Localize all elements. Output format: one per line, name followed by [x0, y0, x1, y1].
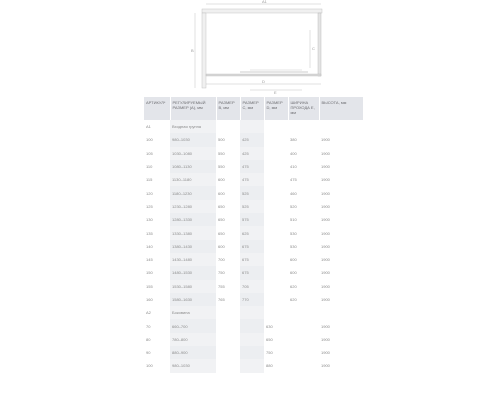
- table-cell-size-d: 880: [266, 363, 273, 369]
- column-header-size-b: РАЗМЕР B, мм: [216, 97, 240, 120]
- wall-left: [202, 13, 206, 88]
- column-header-article: АРТИКУЛ*: [144, 97, 170, 120]
- table-cell-height: 1900: [321, 363, 330, 369]
- table-cell-passage-width: 400: [290, 150, 297, 156]
- table-cell-article: 160: [146, 297, 153, 302]
- table-body: [144, 120, 363, 373]
- table-cell-passage-width: 620: [290, 283, 297, 289]
- table-cell-size-b: 600: [218, 177, 225, 183]
- table-cell-size-b: [216, 319, 240, 332]
- table-row: [144, 160, 363, 173]
- table-cell-adjustable-size: 1230–1280: [170, 200, 216, 213]
- table-cell-size-d: [264, 226, 288, 239]
- table-cell-adjustable-size: 1180–1230: [170, 186, 216, 199]
- table-cell-size-b: 650: [218, 217, 225, 223]
- table-cell-height: 1900: [321, 323, 330, 329]
- table-cell-height: [319, 120, 363, 133]
- table-cell-passage-width: [288, 319, 319, 332]
- table-cell-adjustable-size: 1430–1480: [170, 253, 216, 266]
- table-cell-height: 1900: [321, 283, 330, 289]
- table-cell-height: 1900: [321, 350, 330, 356]
- table-cell-passage-width: [288, 306, 319, 319]
- table-cell-size-b: 755: [218, 283, 225, 289]
- table-cell-adjustable-size: 980–1030: [170, 133, 216, 146]
- table-cell-height: 1900: [321, 257, 330, 263]
- table-cell-passage-width: [288, 333, 319, 346]
- table-cell-size-c: [240, 306, 264, 319]
- table-cell-size-d: [264, 160, 288, 173]
- table-cell-article: 90: [146, 350, 151, 356]
- table-cell-passage-width: 620: [290, 297, 297, 302]
- table-cell-article: 145: [146, 257, 153, 263]
- table-cell-size-b: 600: [218, 190, 225, 196]
- table-row: [144, 200, 363, 213]
- table-row: [144, 240, 363, 253]
- table-cell-adjustable-size: 1080–1130: [170, 160, 216, 173]
- table-cell-size-d: [264, 200, 288, 213]
- table-cell-height: 1900: [321, 164, 330, 170]
- table-cell-adjustable-size: Боковина: [170, 306, 216, 319]
- table-cell-size-d: [264, 306, 288, 319]
- table-cell-size-d: [264, 147, 288, 160]
- table-cell-passage-width: 520: [290, 203, 297, 209]
- table-cell-passage-width: [288, 359, 319, 372]
- dim-label-c: C: [312, 46, 315, 51]
- table-cell-passage-width: 600: [290, 257, 297, 263]
- table-cell-size-c: 675: [240, 253, 264, 266]
- table-cell-article: 70: [146, 323, 151, 329]
- table-header-row: [144, 97, 363, 120]
- table-cell-height: 1900: [321, 137, 330, 143]
- table-cell-article: 110: [146, 164, 153, 170]
- table-cell-size-d: 750: [266, 350, 273, 356]
- table-cell-size-c: 525: [240, 186, 264, 199]
- table-cell-passage-width: [288, 346, 319, 359]
- table-cell-size-d: 650: [266, 336, 273, 342]
- table-cell-size-d: [264, 280, 288, 293]
- table-cell-size-c: 625: [240, 226, 264, 239]
- table-cell-passage-width: [288, 120, 319, 133]
- table-row: [144, 253, 363, 266]
- table-cell-size-d: [264, 186, 288, 199]
- table-cell-size-d: [264, 120, 288, 133]
- table-cell-size-b: [216, 120, 240, 133]
- table-cell-size-c: 525: [240, 200, 264, 213]
- table-cell-size-c: 705: [240, 280, 264, 293]
- table-cell-adjustable-size: 880–900: [170, 346, 216, 359]
- table-cell-size-c: [240, 319, 264, 332]
- column-header-size-c: РАЗМЕР C, мм: [240, 97, 264, 120]
- table-row: [144, 120, 363, 133]
- table-cell-size-c: 675: [240, 240, 264, 253]
- column-header-size-d: РАЗМЕР D, мм: [264, 97, 288, 120]
- table-row: [144, 359, 363, 372]
- table-cell-passage-width: 530: [290, 243, 297, 249]
- table-cell-adjustable-size: 1380–1430: [170, 240, 216, 253]
- table-cell-size-d: [264, 253, 288, 266]
- column-header-passage-width: ШИРИНА ПРОХОДА E, мм: [288, 97, 319, 120]
- table-cell-adjustable-size: 660–700: [170, 319, 216, 332]
- table-cell-size-d: 630: [266, 323, 273, 329]
- dim-label-b: B: [191, 48, 194, 53]
- table-row: [144, 333, 363, 346]
- front-glass: [206, 74, 321, 76]
- table-cell-size-c: 425: [240, 133, 264, 146]
- table-cell-size-b: 650: [218, 203, 225, 209]
- table-cell-height: 1900: [321, 203, 330, 209]
- table-cell-size-b: [216, 306, 240, 319]
- table-cell-article: A1: [146, 124, 151, 130]
- table-cell-article: 155: [146, 283, 153, 289]
- table-cell-article: 115: [146, 177, 153, 183]
- column-header-height: ВЫСОТА, мм: [319, 97, 363, 120]
- dim-label-a1: A1: [262, 0, 267, 4]
- table-cell-article: 80: [146, 336, 151, 342]
- table-cell-height: 1900: [321, 230, 330, 236]
- table-cell-size-d: [264, 266, 288, 279]
- table-cell-size-c: [240, 120, 264, 133]
- table-cell-article: A2: [146, 310, 151, 316]
- table-cell-height: 1900: [321, 217, 330, 223]
- spec-table: [144, 97, 363, 373]
- table-cell-size-c: 675: [240, 266, 264, 279]
- table-cell-article: 130: [146, 217, 153, 223]
- table-cell-size-c: 475: [240, 160, 264, 173]
- table-cell-size-b: 550: [218, 150, 225, 156]
- table-cell-size-b: 550: [218, 164, 225, 170]
- table-cell-size-c: 425: [240, 147, 264, 160]
- table-cell-article: 105: [146, 150, 153, 156]
- side-panel: [318, 13, 321, 76]
- table-cell-adjustable-size: 1530–1580: [170, 280, 216, 293]
- table-cell-size-d: [264, 293, 288, 306]
- table-row: [144, 186, 363, 199]
- table-cell-passage-width: 510: [290, 217, 297, 223]
- table-cell-size-d: [264, 213, 288, 226]
- table-cell-article: 140: [146, 243, 153, 249]
- table-cell-adjustable-size: 1330–1380: [170, 226, 216, 239]
- table-cell-passage-width: 410: [290, 164, 297, 170]
- table-cell-article: 135: [146, 230, 153, 236]
- table-cell-height: 1900: [321, 150, 330, 156]
- shower-dimension-drawing: [190, 0, 340, 95]
- table-cell-height: [319, 306, 363, 319]
- table-row: [144, 147, 363, 160]
- wall-top: [202, 9, 322, 13]
- table-row: [144, 280, 363, 293]
- column-header-adjustable-size: РЕГУЛИРУЕМЫЙ РАЗМЕР (A), мм: [170, 97, 216, 120]
- table-row: [144, 133, 363, 146]
- table-cell-size-c: 770: [240, 293, 264, 306]
- dim-label-e: E: [274, 90, 277, 95]
- table-cell-article: 150: [146, 270, 153, 276]
- table-row: [144, 173, 363, 186]
- table-cell-height: 1900: [321, 336, 330, 342]
- table-cell-size-b: 765: [218, 297, 225, 302]
- table-cell-adjustable-size: 1280–1330: [170, 213, 216, 226]
- table-cell-size-c: [240, 359, 264, 372]
- table-cell-adjustable-size: 980–1030: [170, 359, 216, 372]
- table-cell-adjustable-size: Входная группа: [170, 120, 216, 133]
- table-row: [144, 346, 363, 359]
- table-cell-size-c: [240, 333, 264, 346]
- table-cell-adjustable-size: 1030–1080: [170, 147, 216, 160]
- table-cell-size-b: [216, 359, 240, 372]
- table-cell-article: 100: [146, 363, 153, 369]
- table-row: [144, 319, 363, 332]
- table-cell-height: 1900: [321, 177, 330, 183]
- table-row: [144, 306, 363, 319]
- dim-label-d: D: [262, 79, 265, 84]
- table-cell-passage-width: 460: [290, 190, 297, 196]
- table-cell-size-d: [264, 133, 288, 146]
- table-row: [144, 293, 363, 306]
- table-cell-size-b: 500: [218, 137, 225, 143]
- table-cell-article: 120: [146, 190, 153, 196]
- table-cell-passage-width: 380: [290, 137, 297, 143]
- table-cell-article: 100: [146, 137, 153, 143]
- table-cell-passage-width: 600: [290, 270, 297, 276]
- table-row: [144, 266, 363, 279]
- table-cell-size-b: 700: [218, 257, 225, 263]
- table-cell-size-d: [264, 240, 288, 253]
- table-cell-passage-width: 530: [290, 230, 297, 236]
- table-cell-size-d: [264, 173, 288, 186]
- table-cell-adjustable-size: 1130–1180: [170, 173, 216, 186]
- table-cell-size-b: 650: [218, 230, 225, 236]
- table-cell-size-c: 575: [240, 213, 264, 226]
- table-cell-height: 1900: [321, 270, 330, 276]
- table-cell-article: 125: [146, 203, 153, 209]
- table-cell-adjustable-size: 1480–1530: [170, 266, 216, 279]
- table-row: [144, 213, 363, 226]
- table-row: [144, 226, 363, 239]
- table-cell-size-c: 475: [240, 173, 264, 186]
- table-cell-height: 1900: [321, 243, 330, 249]
- table-cell-adjustable-size: 780–800: [170, 333, 216, 346]
- table-cell-adjustable-size: 1580–1630: [170, 293, 216, 306]
- table-cell-size-b: 600: [218, 243, 225, 249]
- table-cell-size-b: [216, 333, 240, 346]
- table-cell-size-c: [240, 346, 264, 359]
- table-cell-size-b: 750: [218, 270, 225, 276]
- table-cell-height: 1900: [321, 190, 330, 196]
- table-cell-passage-width: 475: [290, 177, 297, 183]
- table-cell-height: 1900: [321, 297, 330, 302]
- table-cell-size-b: [216, 346, 240, 359]
